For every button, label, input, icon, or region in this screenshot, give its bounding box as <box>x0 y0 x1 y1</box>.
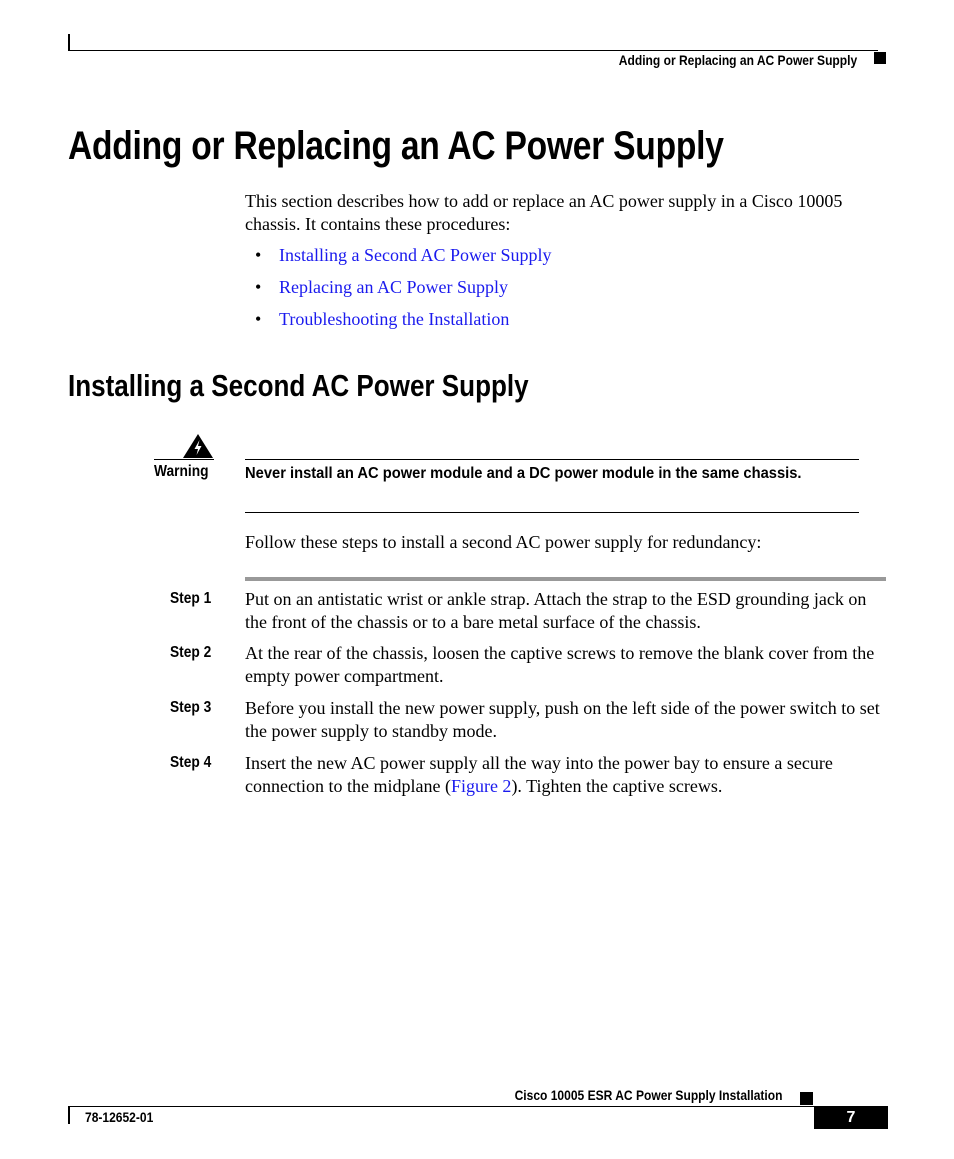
intro-paragraph: This section describes how to add or replace an AC power supply in a Cisco 10005 chassis. It contains these procedures: <box>245 191 843 234</box>
link-troubleshooting-installation[interactable]: Troubleshooting the Installation <box>279 309 510 329</box>
steps-intro: Follow these steps to install a second AC power supply for redundancy: <box>245 532 762 552</box>
step-4-text <box>245 752 890 798</box>
warning-bottom-rule <box>245 512 859 513</box>
footer-document-number: 78-12652-01 <box>85 1109 154 1125</box>
header-rule <box>68 50 878 51</box>
step-2-label: Step 2 <box>170 644 212 661</box>
warning-label-rule <box>154 459 214 460</box>
footer-tick-mark <box>68 1106 70 1124</box>
figure-2-link[interactable]: Figure 2 <box>450 776 512 796</box>
bullet-glyph: • <box>255 277 262 297</box>
step-3-label: Step 3 <box>170 699 212 716</box>
page-number: 7 <box>814 1106 888 1129</box>
step-4-text-after: ). Tighten the captive screws. <box>511 776 723 796</box>
link-installing-second-ac-power-supply[interactable]: Installing a Second AC Power Supply <box>279 245 552 265</box>
step-1-label: Step 1 <box>170 590 212 607</box>
step-4-label: Step 4 <box>170 754 212 771</box>
warning-triangle-icon <box>182 433 214 459</box>
page-title: Adding or Replacing an AC Power Supply <box>68 124 724 168</box>
footer-marker-box <box>800 1092 813 1105</box>
bullet-glyph: • <box>255 245 262 265</box>
step-1-text: Put on an antistatic wrist or ankle strap. Attach the strap to the ESD grounding jack on the front of the chassis or to a bare metal surface of the chassis. <box>245 589 867 632</box>
bullet-glyph: • <box>255 309 262 329</box>
header-tick-mark <box>68 34 70 50</box>
step-4-text-before: Insert the new AC power supply all the way into the power bay to ensure a secure connection to the midplane ( <box>245 753 833 796</box>
steps-divider <box>245 577 886 581</box>
footer-rule <box>68 1106 814 1107</box>
warning-label: Warning <box>154 463 209 480</box>
warning-top-rule <box>245 459 859 460</box>
link-replacing-ac-power-supply[interactable]: Replacing an AC Power Supply <box>279 277 508 297</box>
footer-document-title: Cisco 10005 ESR AC Power Supply Installation <box>514 1087 782 1103</box>
header-marker-box <box>874 52 886 64</box>
section-title: Installing a Second AC Power Supply <box>68 368 529 403</box>
warning-text: Never install an AC power module and a DC power module in the same chassis. <box>245 465 802 482</box>
step-3-text: Before you install the new power supply, push on the left side of the power switch to set the power supply to standby mode. <box>245 698 880 741</box>
running-header-title: Adding or Replacing an AC Power Supply <box>618 52 857 68</box>
step-2-text: At the rear of the chassis, loosen the captive screws to remove the blank cover from the empty power compartment. <box>245 643 875 686</box>
